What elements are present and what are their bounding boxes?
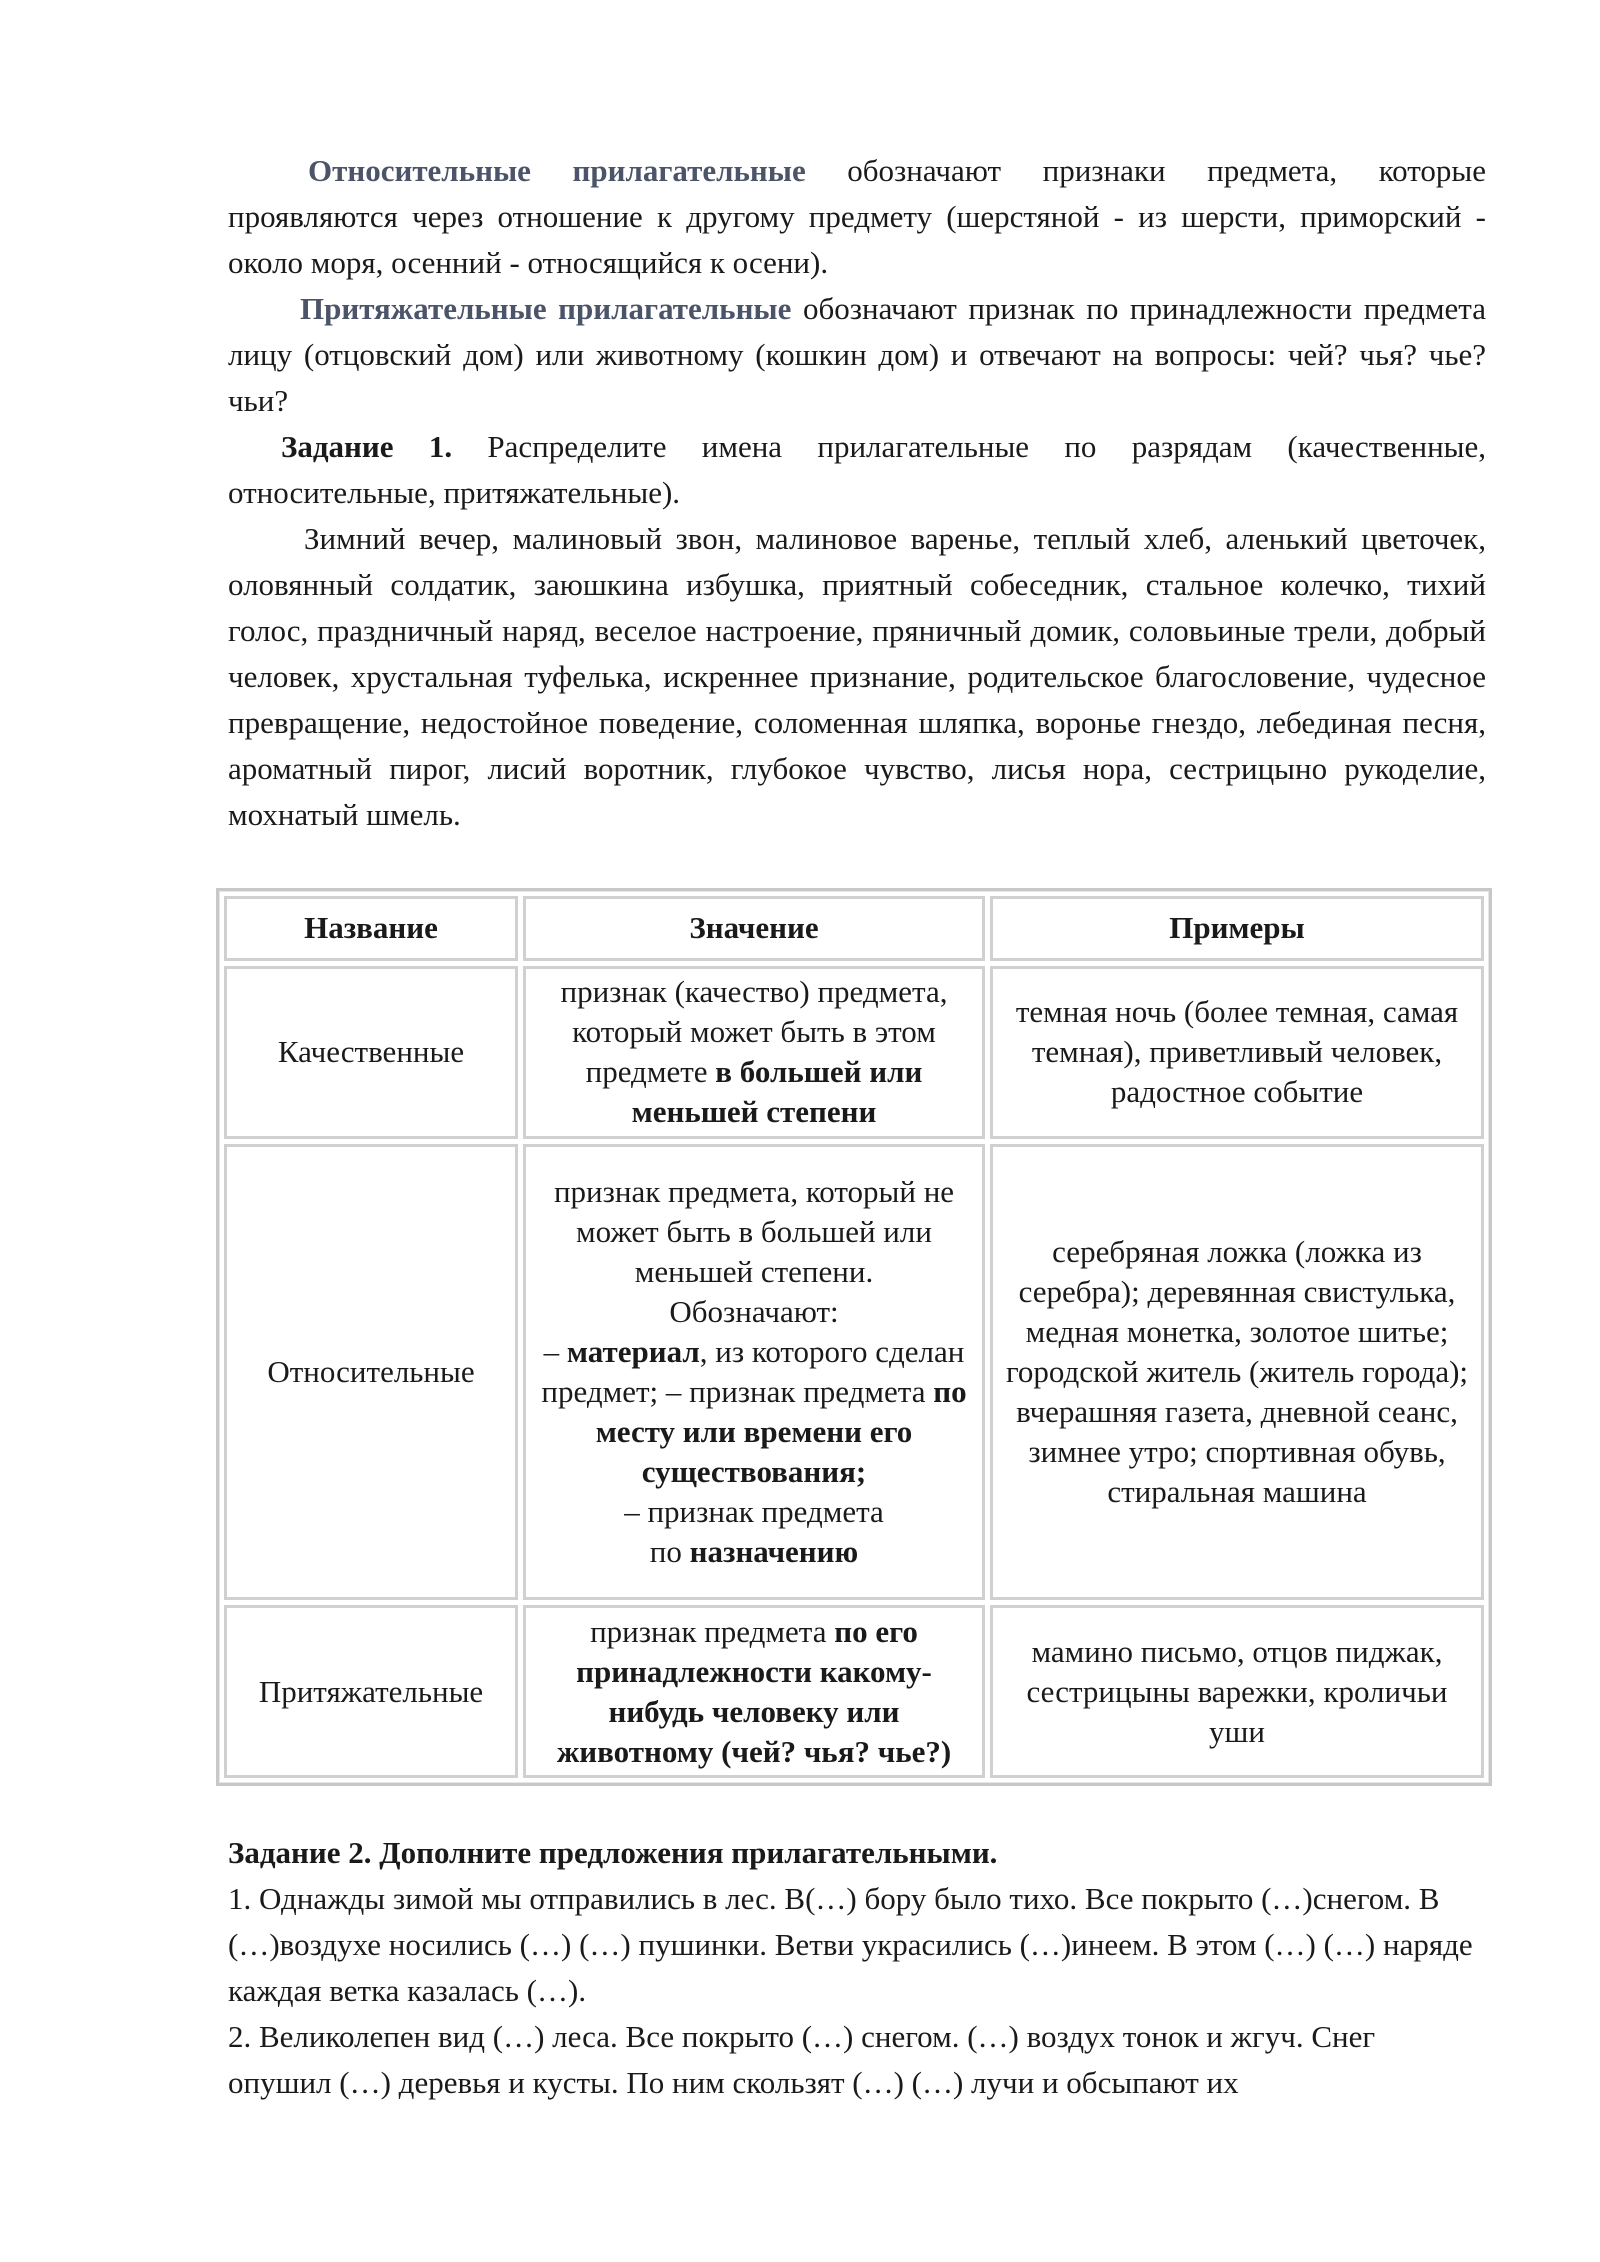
meaning-text: признак (качество) предмета, который может быть в этом предмете [560,974,948,1090]
table-header-row [224,896,1484,961]
table-row-qualitative [224,966,1484,1139]
task-2-title-text: Задание 2. Дополните предложения прилагательными. [228,1835,998,1870]
meaning-text: , из которого сделан предмет; – признак предмета [541,1333,965,1409]
paragraph-text: обозначают признак по принадлежности предмета лицу (отцовский дом) или животному (кошкин дом) и отвечают на вопросы: чей? чья? чье? чьи? [228,291,1486,418]
paragraph-relative-adjectives [228,148,1486,286]
table-row-relative [224,1144,1484,1601]
cell-meaning [523,1144,985,1601]
meaning-text: – [543,1333,567,1369]
cell-examples: серебряная ложка (ложка из серебра); деревянная свистулька, медная монетка, золотое шитье; городской житель (житель города); вчерашняя газета, дневной сеанс, зимнее утро; спортивная обувь, стиральная машина [990,1144,1484,1601]
header-examples: Примеры [990,896,1484,961]
task-1-word-list: Зимний вечер, малиновый звон, малиновое варенье, теплый хлеб, аленький цветочек, оловянный солдатик, заюшкина избушка, приятный собеседник, стальное колечко, тихий голос, праздничный наряд, веселое настроение, пряничный домик, соловьиные трели, добрый человек, хрустальная туфелька, искреннее признание, родительское благословение, чудесное превращение, недостойное поведение, соломенная шляпка, воронье гнездо, лебединая песня, ароматный пирог, лисий воротник, глубокое чувство, лисья нора, сестрицыно рукоделие, мохнатый шмель. [228,521,1486,832]
meaning-bold: материал [566,1333,700,1369]
meaning-text: признак предмета [590,1613,835,1649]
cell-examples: мамино письмо, отцов пиджак, сестрицыны варежки, кроличьи уши [990,1605,1484,1778]
header-meaning: Значение [523,896,985,961]
cell-examples: темная ночь (более темная, самая темная), приветливый человек, радостное событие [990,966,1484,1139]
meaning-bold: по его принадлежности какому-нибудь человеку или животному (чей? чья? чье?) [556,1613,952,1769]
header-name: Название [224,896,518,961]
meaning-text: Обозначают: [669,1293,839,1329]
cell-name: Притяжательные [224,1605,518,1778]
meaning-bold: в большей или меньшей степени [631,1054,923,1130]
adjective-categories-table [216,888,1492,1786]
paragraph-possessive-adjectives [228,286,1486,424]
term-possessive: Притяжательные прилагательные [300,291,792,326]
meaning-bold: по месту или времени его существования; [595,1373,967,1489]
cell-meaning [523,966,985,1139]
meaning-bold: назначению [689,1533,859,1569]
task-2-exercise-2: 2. Великолепен вид (…) леса. Все покрыто (…) снегом. (…) воздух тонок и жгуч. Снег опушил (…) деревья и кусты. По ним скользят (…) (…) лучи и обсыпают их [228,2019,1376,2100]
task-1-instruction [228,424,1486,516]
task-2-title [228,1830,1486,1876]
cell-meaning [523,1605,985,1778]
term-relative: Относительные прилагательные [308,153,806,188]
meaning-text: по [649,1533,690,1569]
task-1-label: Задание 1. [281,429,453,464]
task-2-section [228,1830,1486,2106]
task-2-exercise-1: 1. Однажды зимой мы отправились в лес. В(…) бору было тихо. Все покрыто (…)снегом. В (…)воздухе носились (…) (…) пушинки. Ветви украсились (…)инеем. В этом (…) (…) наряде каждая ветка казалась (…). [228,1881,1473,2008]
intro-text [228,148,1486,838]
task-1-text: Распределите имена прилагательные по разрядам (качественные, относительные, притяжательные). [228,429,1487,510]
table-row-possessive [224,1605,1484,1778]
meaning-text: признак предмета, который не может быть в большей или меньшей степени. [553,1173,955,1289]
meaning-text: – признак предмета [624,1493,884,1529]
paragraph-text: обозначают признаки предмета, которые проявляются через отношение к другому предмету (шерстяной - из шерсти, приморский - около моря, осенний - относящийся к осени). [228,153,1486,280]
cell-name: Относительные [224,1144,518,1601]
cell-name: Качественные [224,966,518,1139]
